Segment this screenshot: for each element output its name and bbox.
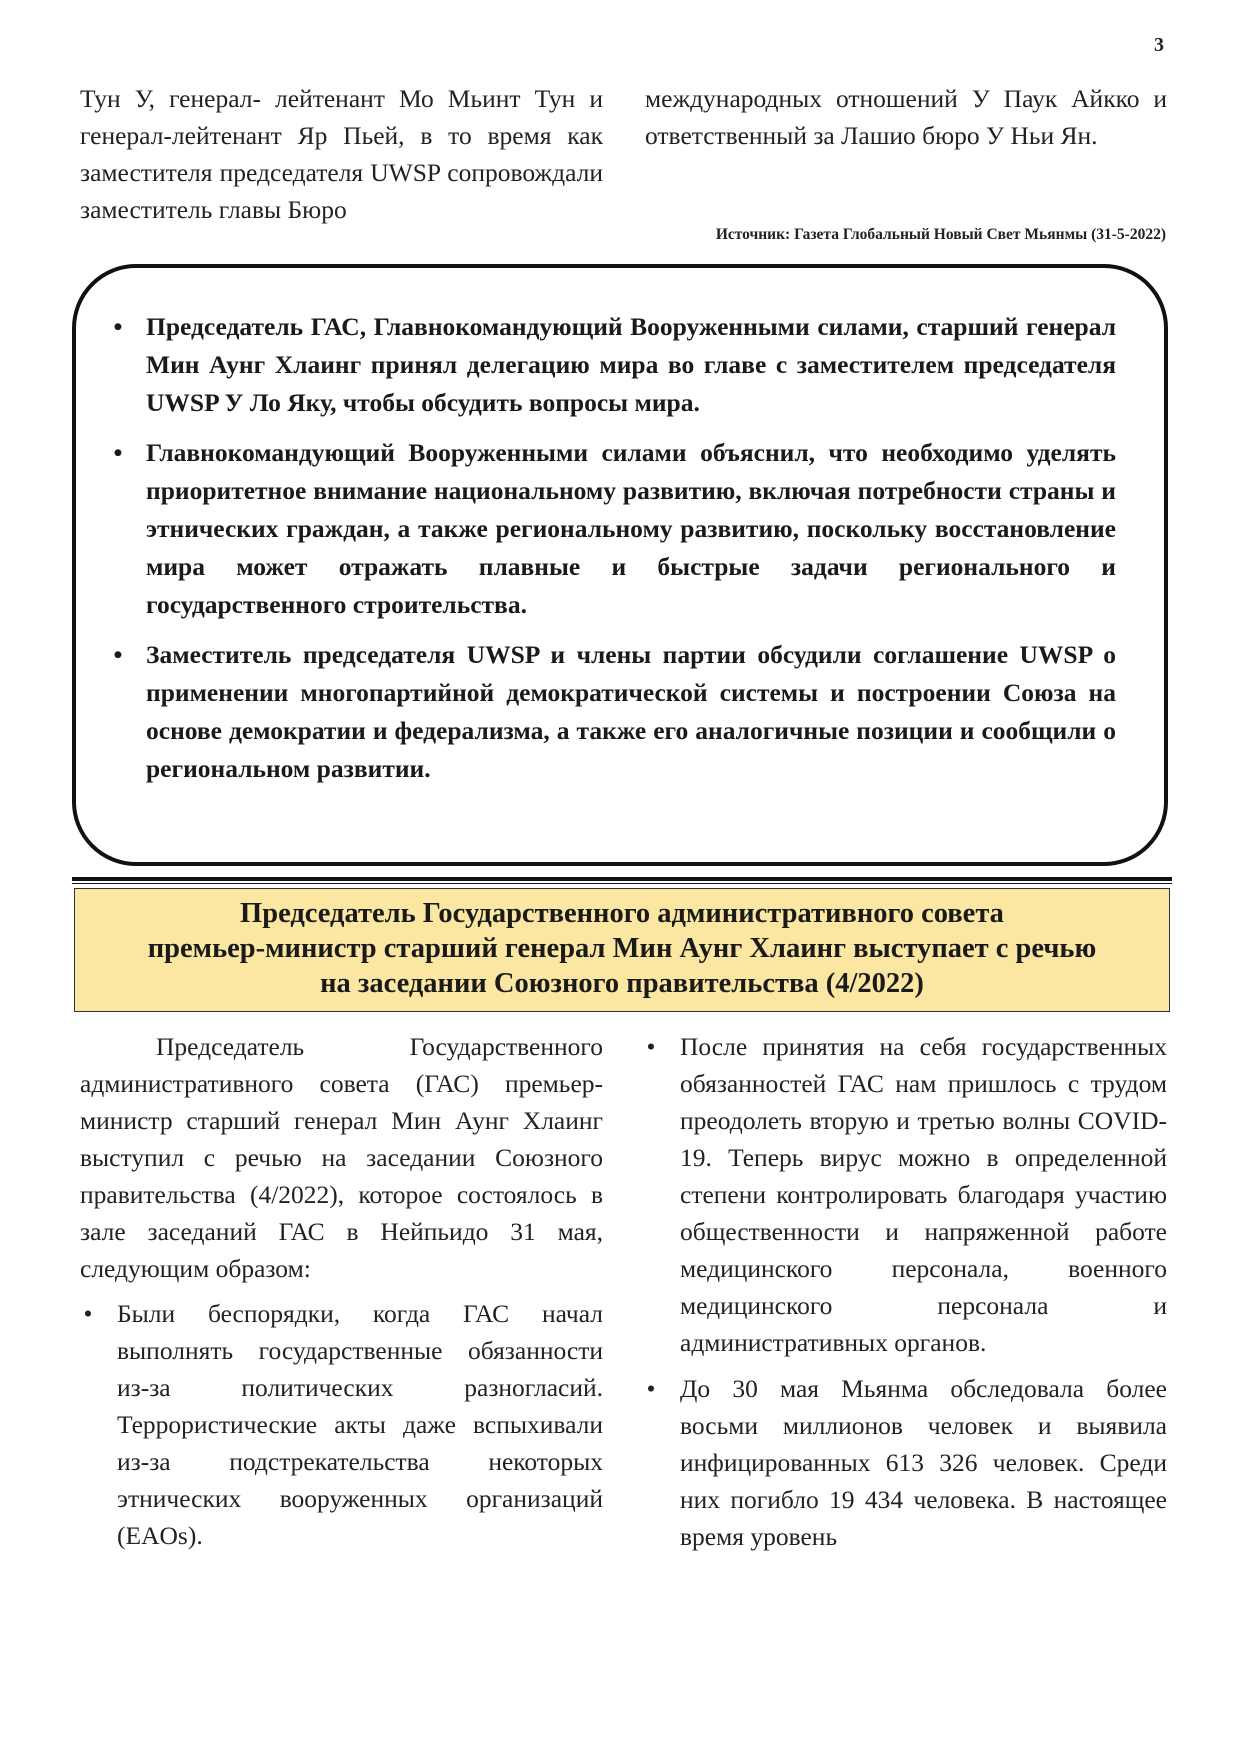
summary-box xyxy=(72,264,1168,866)
bullet-icon: • xyxy=(646,1374,656,1403)
paragraph: международных отношений У Паук Айкко и ответственный за Лашио бюро У Ньи Ян. xyxy=(645,84,1167,150)
article-column-left xyxy=(80,1028,603,1563)
article-list-item xyxy=(643,1028,1167,1361)
article-list-item xyxy=(80,1295,603,1554)
headline-line: премьер-министр старший генерал Мин Аунг Хлаинг выступает с речью xyxy=(147,933,1097,964)
continued-text-left xyxy=(80,80,603,228)
bullet-icon: • xyxy=(646,1032,656,1061)
article-intro: Председатель Государственного административного совета (ГАС) премьер-министр старший генерал Мин Аунг Хлаинг выступил с речью на заседании Союзного правительства (4/2022), которое состоялось в зале заседаний ГАС в Нейпьидо 31 мая, следующим образом: xyxy=(80,1032,603,1283)
article-list-item-text: Были беспорядки, когда ГАС начал выполнять государственные обязанности из-за политических разногласий. Террористические акты даже вспыхивали из-за подстрекательства некоторых этнических вооруженных организаций (EAOs). xyxy=(117,1299,603,1550)
summary-item-text: Главнокомандующий Вооруженными силами объяснил, что необходимо уделять приоритетное внимание национальному развитию, включая потребности страны и этнических граждан, а также региональному развитию, поскольку восстановление мира может отражать плавные и быстрые задачи регионального и государственного строительства. xyxy=(146,438,1116,619)
section-divider-thin xyxy=(72,883,1172,884)
summary-list xyxy=(113,308,1116,800)
article-list-left xyxy=(80,1295,603,1554)
page-number: 3 xyxy=(1154,34,1164,56)
article-list-right xyxy=(643,1028,1167,1555)
article-list-item-text: До 30 мая Мьянма обследовала более восьми миллионов человек и выявила инфицированных 613 326 человек. Среди них погибло 19 434 человека. В настоящее время уровень xyxy=(680,1374,1167,1551)
summary-item xyxy=(113,636,1116,788)
article-list-item xyxy=(643,1370,1167,1555)
continued-text-right xyxy=(645,80,1167,154)
article-column-right xyxy=(643,1028,1167,1564)
article-headline xyxy=(74,888,1170,1012)
paragraph: Тун У, генерал- лейтенант Мо Мьинт Тун и генерал-лейтенант Яр Пьей, в то время как заместителя председателя UWSP сопровождали заместитель главы Бюро xyxy=(80,84,603,224)
summary-item-text: Председатель ГАС, Главнокомандующий Вооруженными силами, старший генерал Мин Аунг Хлаинг принял делегацию мира во главе с заместителем председателя UWSP У Ло Яку, чтобы обсудить вопросы мира. xyxy=(146,312,1116,417)
summary-item xyxy=(113,308,1116,422)
bullet-icon: • xyxy=(113,640,123,669)
summary-item-text: Заместитель председателя UWSP и члены партии обсудили соглашение UWSP о применении многопартийной демократической системы и построении Союза на основе демократии и федерализма, а также его аналогичные позиции и сообщили о региональном развитии. xyxy=(146,640,1116,783)
bullet-icon: • xyxy=(83,1299,93,1328)
section-divider xyxy=(72,877,1172,881)
headline-line: Председатель Государственного административного совета xyxy=(240,898,1004,929)
source-citation: Источник: Газета Глобальный Новый Свет Мьянмы (31-5-2022) xyxy=(715,226,1166,243)
article-list-item-text: После принятия на себя государственных обязанностей ГАС нам пришлось с трудом преодолеть вторую и третью волны COVID-19. Теперь вирус можно в определенной степени контролировать благодаря участию общественности и напряженной работе медицинского персонала, военного медицинского персонала и административных органов. xyxy=(680,1032,1167,1357)
headline-line: на заседании Союзного правительства (4/2022) xyxy=(320,968,924,999)
bullet-icon: • xyxy=(113,312,123,341)
summary-item xyxy=(113,434,1116,624)
bullet-icon: • xyxy=(113,438,123,467)
